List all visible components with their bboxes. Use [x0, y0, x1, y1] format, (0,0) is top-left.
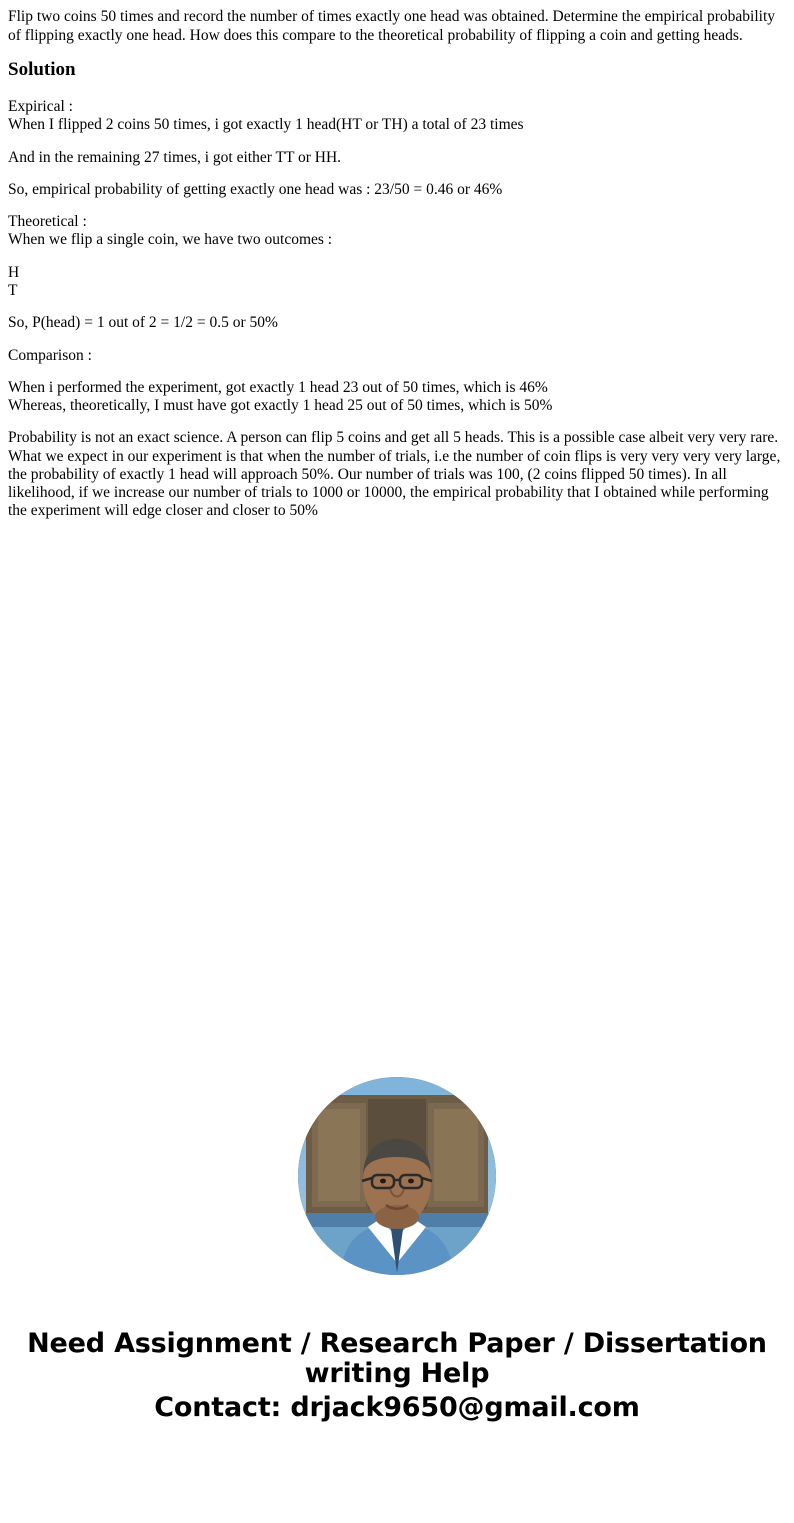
comparison-section: [8, 347, 786, 365]
theoretical-line-2: So, P(head) = 1 out of 2 = 1/2 = 0.5 or 50%: [8, 314, 278, 332]
empirical-label: Expirical :: [8, 97, 73, 115]
avatar: [298, 1077, 496, 1275]
theoretical-label: Theoretical :: [8, 213, 87, 231]
comparison-label: Comparison :: [8, 346, 92, 364]
theoretical-section: [8, 213, 786, 250]
portrait-photo-icon: [298, 1077, 496, 1275]
comparison-line-1: When i performed the experiment, got exactly 1 head 23 out of 50 times, which is 46%: [8, 378, 548, 396]
closing-paragraph: Probability is not an exact science. A person can flip 5 coins and get all 5 heads. This is a possible case albeit very very rare. What we expect in our experiment is that when the number of trials, i.e the number of coin flips is very very very very large, the probability of exactly 1 head will approach 50%. Our number of trials was 100, (2 coins flipped 50 times). In all likelihood, if we increase our number of trials to 1000 or 10000, the empirical probability that I obtained while performing the experiment will edge closer and closer to 50%: [8, 429, 781, 520]
footer-promo: [8, 1077, 786, 1424]
promo-text: [8, 1329, 786, 1424]
promo-line-2: writing Help: [304, 1358, 490, 1389]
outcomes-list: [8, 264, 786, 301]
empirical-line-3: So, empirical probability of getting exactly one head was : 23/50 = 0.46 or 46%: [8, 180, 503, 198]
outcome-tails: T: [8, 281, 18, 299]
outcome-heads: H: [8, 263, 20, 281]
empirical-section: [8, 98, 786, 135]
comparison-lines: [8, 379, 786, 416]
empirical-result: [8, 181, 786, 199]
promo-line-1: Need Assignment / Research Paper / Dissertation: [27, 1327, 767, 1359]
theoretical-result: [8, 314, 786, 332]
page-title: Solution: [8, 59, 76, 81]
comparison-line-2: Whereas, theoretically, I must have got exactly 1 head 25 out of 50 times, which is 50%: [8, 397, 553, 415]
question-text: Flip two coins 50 times and record the number of times exactly one head was obtained. Determine the empirical probability of flipping exactly one head. How does this compare to the theoretical probability of flipping a coin and getting heads.: [8, 8, 776, 44]
empirical-remainder: [8, 149, 786, 167]
theoretical-line-1: When we flip a single coin, we have two outcomes :: [8, 231, 333, 249]
empirical-line-2: And in the remaining 27 times, i got either TT or HH.: [8, 148, 342, 166]
contact-email: Contact: drjack9650@gmail.com: [154, 1392, 640, 1424]
empirical-line-1: When I flipped 2 coins 50 times, i got exactly 1 head(HT or TH) a total of 23 times: [8, 116, 524, 134]
avatar-wrapper: [8, 1077, 786, 1275]
